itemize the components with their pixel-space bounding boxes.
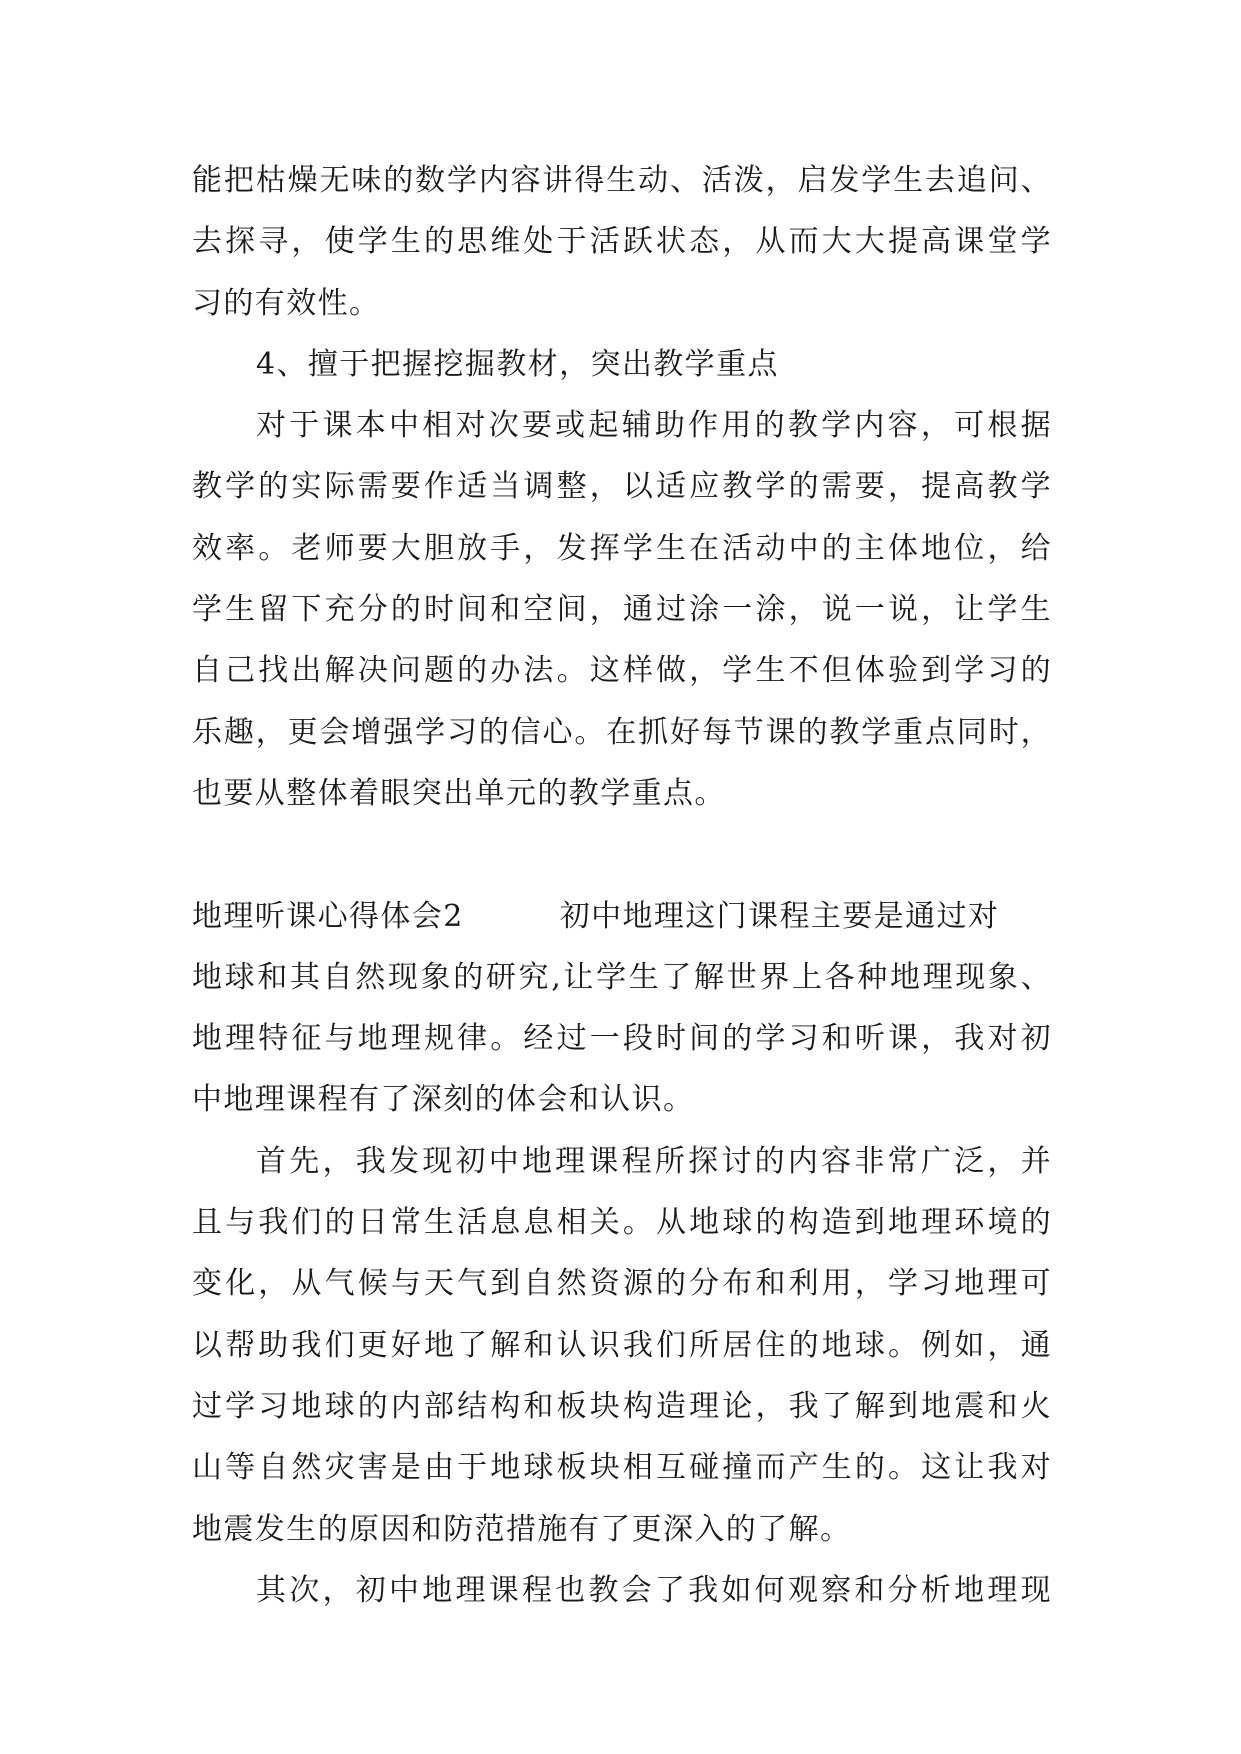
text-line: 也要从整体着眼突出单元的教学重点。 bbox=[192, 775, 726, 811]
section-spacer bbox=[192, 824, 1052, 885]
text-line: 效率。老师要大胆放手，发挥学生在活动中的主体地位，给 bbox=[192, 530, 1052, 566]
text-line: 以帮助我们更好地了解和认识我们所居住的地球。例如，通 bbox=[192, 1327, 1052, 1363]
text-line: 中地理课程有了深刻的体会和认识。 bbox=[192, 1082, 695, 1118]
text-line: 自己找出解决问题的办法。这样做，学生不但体验到学习的 bbox=[192, 653, 1052, 689]
text-line: 学生留下充分的时间和空间，通过涂一涂，说一说，让学生 bbox=[192, 592, 1052, 628]
paragraph-2 bbox=[192, 395, 1052, 824]
text-line: 能把枯燥无味的数学内容讲得生动、活泼，启发学生去追问、 bbox=[192, 163, 1052, 198]
paragraph-3 bbox=[192, 1131, 1052, 1560]
text-line: 对于课本中相对次要或起辅助作用的教学内容，可根据 bbox=[256, 408, 1052, 444]
text-line: 首先，我发现初中地理课程所探讨的内容非常广泛，并 bbox=[256, 1143, 1052, 1179]
paragraph-1 bbox=[192, 150, 1052, 334]
text-line: 地球和其自然现象的研究,让学生了解世界上各种地理现象、 bbox=[192, 959, 1052, 995]
text-line: 教学的实际需要作适当调整，以适应教学的需要，提高教学 bbox=[192, 469, 1052, 505]
text-line: 变化，从气候与天气到自然资源的分布和利用，学习地理可 bbox=[192, 1266, 1052, 1302]
text-line: 地理特征与地理规律。经过一段时间的学习和听课，我对初 bbox=[192, 1021, 1052, 1057]
section-2-first-line-text: 初中地理这门课程主要是通过对 bbox=[559, 898, 1000, 934]
paragraph-4 bbox=[192, 1560, 1052, 1621]
section-2-title: 地理听课心得体会2 bbox=[192, 898, 464, 934]
section-heading-4: 4、擅于把握挖掘教材，突出教学重点 bbox=[256, 346, 779, 382]
text-line: 且与我们的日常生活息息相关。从地球的构造到地理环境的 bbox=[192, 1205, 1052, 1241]
text-line: 乐趣，更会增强学习的信心。在抓好每节课的教学重点同时， bbox=[192, 714, 1052, 750]
text-line: 去探寻，使学生的思维处于活跃状态，从而大大提高课堂学 bbox=[192, 224, 1052, 260]
text-line: 习的有效性。 bbox=[192, 285, 381, 321]
document-body bbox=[192, 150, 1052, 1621]
text-line: 过学习地球的内部结构和板块构造理论，我了解到地震和火 bbox=[192, 1388, 1052, 1424]
section-2 bbox=[192, 886, 1052, 1131]
text-line: 地震发生的原因和防范措施有了更深入的了解。 bbox=[192, 1511, 852, 1547]
section-2-first-line bbox=[192, 886, 1052, 947]
text-line: 其次，初中地理课程也教会了我如何观察和分析地理现 bbox=[256, 1572, 1052, 1608]
text-line: 山等自然灾害是由于地球板块相互碰撞而产生的。这让我对 bbox=[192, 1450, 1052, 1486]
